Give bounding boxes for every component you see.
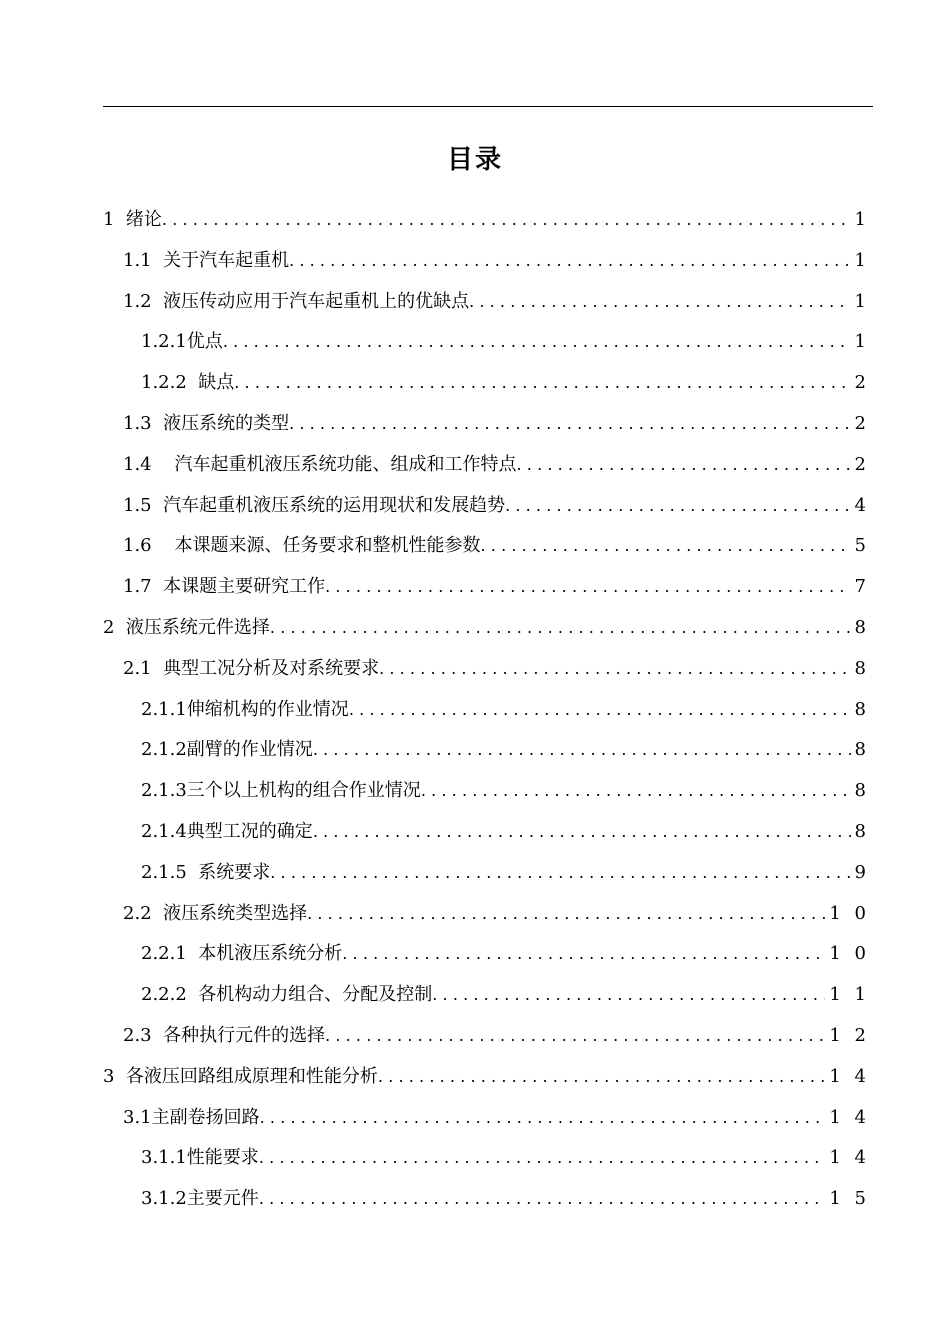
toc-entry-label: 1.5 汽车起重机液压系统的运用现状和发展趋势	[123, 494, 506, 516]
toc-dot-leader	[325, 567, 850, 608]
toc-entry[interactable]	[123, 526, 870, 567]
toc-page-number: 1 0	[829, 943, 870, 965]
toc-entry[interactable]	[123, 282, 870, 323]
toc-dot-leader	[313, 812, 851, 853]
toc-page-number: 2	[854, 372, 870, 394]
toc-page-number: 4	[854, 494, 870, 516]
toc-dot-leader	[289, 404, 850, 445]
toc-entry[interactable]	[141, 812, 870, 853]
toc-entry[interactable]	[141, 1179, 870, 1220]
toc-dot-leader	[234, 363, 850, 404]
toc-entry[interactable]	[103, 1057, 870, 1098]
toc-dot-leader	[325, 1016, 825, 1057]
toc-entry[interactable]	[123, 1016, 870, 1057]
toc-page-number: 1 0	[829, 902, 870, 924]
toc-page-number: 7	[854, 576, 870, 598]
toc-dot-leader	[469, 282, 850, 323]
toc-page-number: 5	[854, 535, 870, 557]
toc-entry-label: 3.1主副卷扬回路	[123, 1106, 260, 1128]
toc-dot-leader	[259, 1138, 826, 1179]
toc-entry[interactable]	[103, 200, 870, 241]
toc-entry[interactable]	[123, 404, 870, 445]
toc-entry-label: 2.2.1 本机液压系统分析	[141, 943, 343, 965]
toc-entry-label: 3.1.1性能要求	[141, 1147, 259, 1169]
toc-page-number: 8	[854, 780, 870, 802]
toc-entry[interactable]	[141, 1138, 870, 1179]
toc-entry[interactable]	[141, 363, 870, 404]
toc-entry-label: 1.2.1优点	[141, 331, 223, 353]
toc-page-number: 1	[854, 249, 870, 271]
toc-page-number: 1 4	[829, 1147, 870, 1169]
toc-page-number: 1 4	[829, 1065, 870, 1087]
toc-page-number: 1 2	[829, 1024, 870, 1046]
toc-entry-label: 1.2 液压传动应用于汽车起重机上的优缺点	[123, 290, 470, 312]
toc-entry[interactable]	[123, 486, 870, 527]
toc-entry-label: 1 绪论	[103, 209, 162, 230]
toc-entry[interactable]	[141, 690, 870, 731]
toc-entry-label: 3.1.2主要元件	[141, 1188, 259, 1210]
toc-page-number: 8	[854, 657, 870, 679]
toc-entry[interactable]	[123, 649, 870, 690]
toc-entry[interactable]	[141, 853, 870, 894]
toc-dot-leader	[307, 894, 825, 935]
toc-dot-leader	[349, 690, 851, 731]
toc-dot-leader	[313, 730, 851, 771]
toc-entry[interactable]	[141, 975, 870, 1016]
toc-dot-leader	[505, 486, 850, 527]
toc-entry-label: 2.2.2 各机构动力组合、分配及控制	[141, 984, 433, 1006]
toc-dot-leader	[342, 934, 825, 975]
toc-entry-label: 2.3 各种执行元件的选择	[123, 1024, 326, 1046]
toc-entry[interactable]	[141, 771, 870, 812]
toc-dot-leader	[481, 526, 851, 567]
toc-page-number: 8	[854, 739, 870, 761]
toc-page-number: 1 1	[829, 984, 870, 1006]
toc-entry-label: 1.4 汽车起重机液压系统功能、组成和工作特点	[123, 453, 517, 475]
toc-page-number: 8	[854, 616, 870, 638]
toc-dot-leader	[270, 853, 850, 894]
toc-entry[interactable]	[141, 322, 870, 363]
toc-dot-leader	[223, 322, 851, 363]
toc-entry-label: 3 各液压回路组成原理和性能分析	[103, 1065, 378, 1087]
toc-dot-leader	[432, 975, 825, 1016]
toc-entry-label: 1.1 关于汽车起重机	[123, 249, 290, 271]
toc-entry-label: 2.1.2副臂的作业情况	[141, 739, 313, 761]
toc-entry[interactable]	[123, 1098, 870, 1139]
toc-dot-leader	[517, 445, 851, 486]
toc-dot-leader	[379, 649, 850, 690]
toc-dot-leader	[421, 771, 851, 812]
toc-entry-label: 1.2.2 缺点	[141, 372, 235, 394]
toc-dot-leader	[260, 1098, 826, 1139]
toc-page-number: 1	[854, 290, 870, 312]
toc-entry-label: 2.1.5 系统要求	[141, 861, 271, 883]
toc-page-number: 8	[854, 698, 870, 720]
toc-entry-label: 1.3 液压系统的类型	[123, 412, 290, 434]
toc-page-number: 1 5	[829, 1188, 870, 1210]
toc-entry[interactable]	[141, 730, 870, 771]
toc-dot-leader	[378, 1057, 825, 1098]
toc-entry[interactable]	[123, 241, 870, 282]
toc-entry-label: 1.6 本课题来源、任务要求和整机性能参数	[123, 535, 481, 557]
toc-page-number: 1	[854, 209, 870, 230]
table-of-contents	[0, 200, 950, 1220]
toc-entry[interactable]	[123, 894, 870, 935]
toc-entry[interactable]	[141, 934, 870, 975]
toc-entry-label: 2 液压系统元件选择	[103, 616, 270, 638]
toc-page-number: 2	[854, 412, 870, 434]
toc-page-number: 1	[854, 331, 870, 353]
toc-dot-leader	[259, 1179, 826, 1220]
toc-title: 目录	[446, 145, 503, 175]
toc-entry[interactable]	[123, 567, 870, 608]
toc-entry-label: 2.1 典型工况分析及对系统要求	[123, 657, 380, 679]
toc-dot-leader	[162, 200, 851, 241]
toc-entry-label: 2.1.4典型工况的确定	[141, 820, 313, 842]
toc-entry-label: 2.1.1伸缩机构的作业情况	[141, 698, 349, 720]
header-rule	[103, 106, 873, 107]
toc-entry-label: 2.2 液压系统类型选择	[123, 902, 308, 924]
toc-entry-label: 2.1.3三个以上机构的组合作业情况	[141, 780, 421, 802]
toc-dot-leader	[289, 241, 850, 282]
toc-entry[interactable]	[123, 445, 870, 486]
toc-page-number: 9	[854, 861, 870, 883]
toc-entry[interactable]	[103, 608, 870, 649]
toc-page-number: 2	[854, 453, 870, 475]
toc-page-number: 1 4	[829, 1106, 870, 1128]
toc-dot-leader	[270, 608, 851, 649]
toc-page-number: 8	[854, 820, 870, 842]
toc-entry-label: 1.7 本课题主要研究工作	[123, 576, 326, 598]
